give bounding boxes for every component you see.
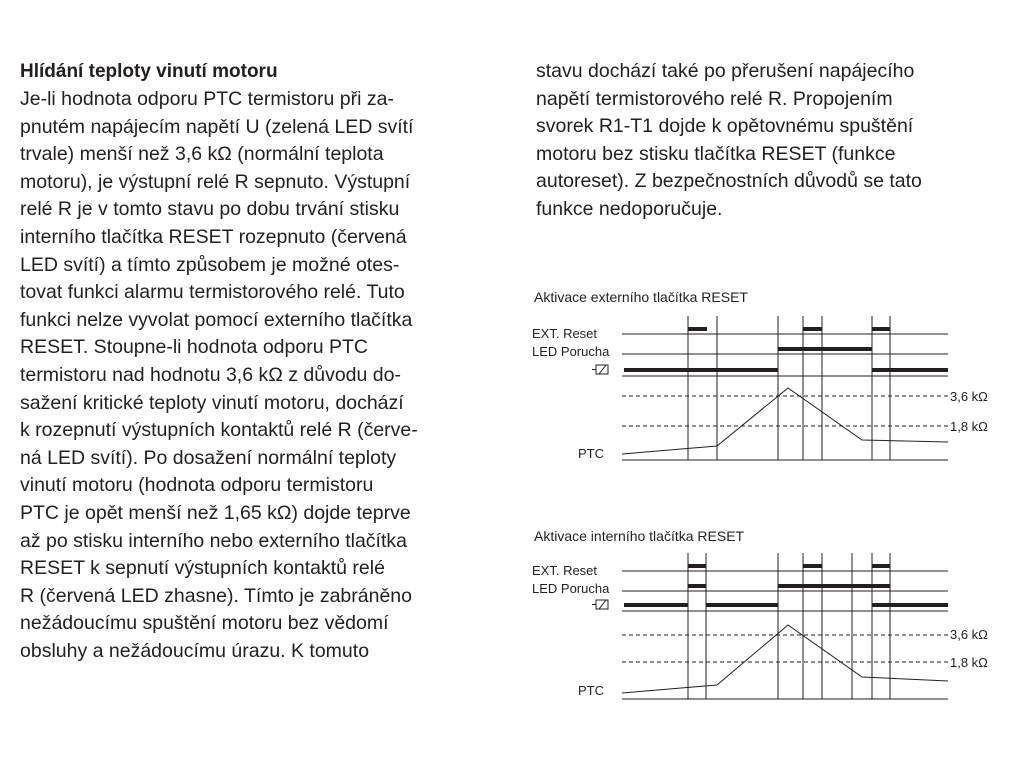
timing-diagram-external-reset: [520, 284, 1024, 480]
left-line: pnutém napájecím napětí U (zelená LED svítí: [20, 115, 414, 138]
timing-diagram-internal-reset: [520, 519, 1024, 719]
label-led-fault: LED Porucha: [532, 344, 610, 359]
label-threshold-high: 3,6 kΩ: [950, 389, 988, 404]
left-line: relé R je v tomto stavu po dobu trvání stisku: [20, 198, 400, 221]
right-line: funkce nedoporučuje.: [536, 197, 723, 220]
right-text-column: [536, 58, 1006, 224]
left-line: obsluhy a nežádoucímu úrazu. K tomuto: [20, 639, 370, 662]
relay-coil-icon: [592, 600, 608, 609]
label-threshold-low: 1,8 kΩ: [950, 419, 988, 434]
left-text-column: [20, 58, 500, 665]
left-line: k rozepnutí výstupních kontaktů relé R (červe-: [20, 419, 418, 442]
left-line: tovat funkci alarmu termistorového relé. Tuto: [20, 281, 405, 304]
section-heading: Hlídání teploty vinutí motoru: [20, 61, 278, 82]
right-line: svorek R1-T1 dojde k opětovnému spuštění: [536, 115, 914, 138]
left-line: nežádoucímu spuštění motoru bez vědomí: [20, 612, 389, 635]
label-ext-reset: EXT. Reset: [532, 563, 598, 578]
relay-coil-icon: [592, 365, 608, 374]
left-line: trvale) menší než 3,6 kΩ (normální teplota: [20, 143, 384, 166]
label-ext-reset: EXT. Reset: [532, 326, 598, 341]
right-line: stavu dochází také po přerušení napájecího: [536, 60, 915, 82]
timing-diagram-external-svg: [520, 284, 1024, 480]
diagram-title: Aktivace interního tlačítka RESET: [534, 528, 745, 544]
diagram-title: Aktivace externího tlačítka RESET: [534, 289, 748, 305]
label-ptc: PTC: [578, 683, 604, 698]
left-line: až po stisku interního nebo externího tlačítka: [20, 529, 407, 552]
label-ptc: PTC: [578, 446, 604, 461]
ptc-curve: [622, 388, 948, 454]
left-line: RESET. Stoupne-li hodnota odporu PTC: [20, 336, 368, 359]
left-line: vinutí motoru (hodnota odporu termistoru: [20, 474, 374, 497]
right-line: autoreset). Z bezpečnostních důvodů se tato: [536, 170, 922, 193]
label-threshold-low: 1,8 kΩ: [950, 655, 988, 670]
left-paragraph: [20, 86, 500, 665]
right-line: napětí termistorového relé R. Propojením: [536, 87, 893, 110]
left-line: interního tlačítka RESET rozepnuto (červená: [20, 225, 407, 248]
left-line: ná LED svítí). Po dosažení normální teploty: [20, 446, 397, 469]
right-paragraph: [536, 58, 1006, 224]
left-line: funkci nelze vyvolat pomocí externího tlačítka: [20, 308, 413, 331]
left-line: PTC je opět menší než 1,65 kΩ) dojde teprve: [20, 501, 411, 524]
left-line: R (červená LED zhasne). Tímto je zabráněno: [20, 584, 412, 607]
left-line: motoru), je výstupní relé R sepnuto. Výstupní: [20, 170, 411, 193]
left-line: sažení kritické teploty vinutí motoru, dochází: [20, 391, 404, 414]
left-line: RESET k sepnutí výstupních kontaktů relé: [20, 557, 385, 580]
timing-diagram-internal-svg: [520, 519, 1024, 719]
label-threshold-high: 3,6 kΩ: [950, 627, 988, 642]
left-line: termistoru nad hodnotu 3,6 kΩ z důvodu do-: [20, 363, 401, 386]
left-line: Je-li hodnota odporu PTC termistoru při za-: [20, 88, 394, 110]
right-line: motoru bez stisku tlačítka RESET (funkce: [536, 142, 896, 165]
left-line: LED svítí) a tímto způsobem je možné otes-: [20, 253, 400, 276]
label-led-fault: LED Porucha: [532, 581, 610, 596]
